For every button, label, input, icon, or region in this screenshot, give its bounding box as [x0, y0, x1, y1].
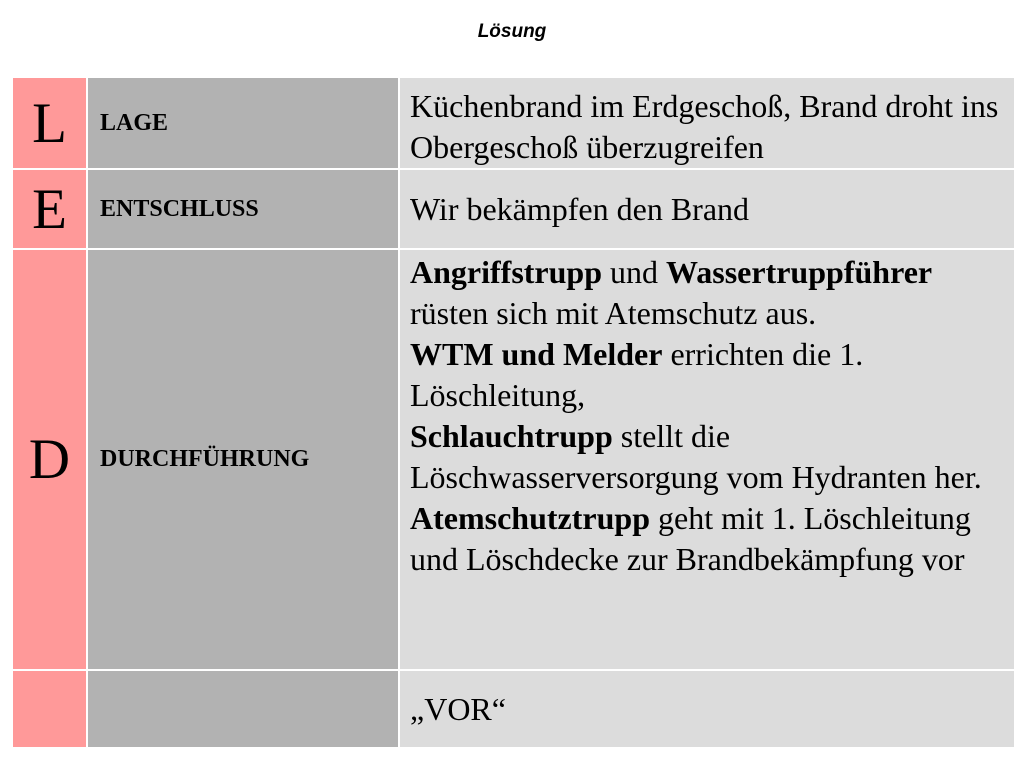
- durchfuehrung-segment: stellt die Löschwasserversorgung vom Hydranten her.: [410, 418, 982, 495]
- durchfuehrung-segment: Schlauchtrupp: [410, 418, 613, 454]
- letter-cell-empty: [13, 671, 86, 747]
- durchfuehrung-segment: WTM und Melder: [410, 336, 663, 372]
- letter-cell-d: D: [13, 250, 86, 669]
- durchfuehrung-segment: Atemschutztrupp: [410, 500, 650, 536]
- content-cell-entschluss: Wir bekämpfen den Brand: [400, 170, 1014, 248]
- label-cell-lage: LAGE: [88, 78, 398, 168]
- content-cell-command: „VOR“: [400, 671, 1014, 747]
- durchfuehrung-line-4: [410, 498, 1002, 580]
- label-cell-entschluss: ENTSCHLUSS: [88, 170, 398, 248]
- content-cell-lage: Küchenbrand im Erdgeschoß, Brand droht ins Obergeschoß überzugreifen: [400, 78, 1014, 168]
- durchfuehrung-segment: geht mit 1. Löschleitung und Löschdecke zur Brandbekämpfung vor: [410, 500, 971, 577]
- durchfuehrung-segment: errichten die 1. Löschleitung,: [410, 336, 864, 413]
- label-cell-durchfuehrung: DURCHFÜHRUNG: [88, 250, 398, 669]
- durchfuehrung-line-2: [410, 334, 1002, 416]
- durchfuehrung-segment: Wassertruppführer: [666, 254, 933, 290]
- label-cell-empty: [88, 671, 398, 747]
- durchfuehrung-segment: Angriffstrupp: [410, 254, 603, 290]
- page-title: Lösung: [477, 21, 547, 42]
- durchfuehrung-line-1: [410, 252, 1002, 334]
- letter-cell-e: E: [13, 170, 86, 248]
- durchfuehrung-line-3: [410, 416, 1002, 498]
- durchfuehrung-segment: und: [602, 254, 667, 290]
- led-table: [13, 78, 1012, 747]
- letter-cell-l: L: [13, 78, 86, 168]
- durchfuehrung-segment: rüsten sich mit Atemschutz aus.: [410, 295, 817, 331]
- content-cell-durchfuehrung: [400, 250, 1014, 669]
